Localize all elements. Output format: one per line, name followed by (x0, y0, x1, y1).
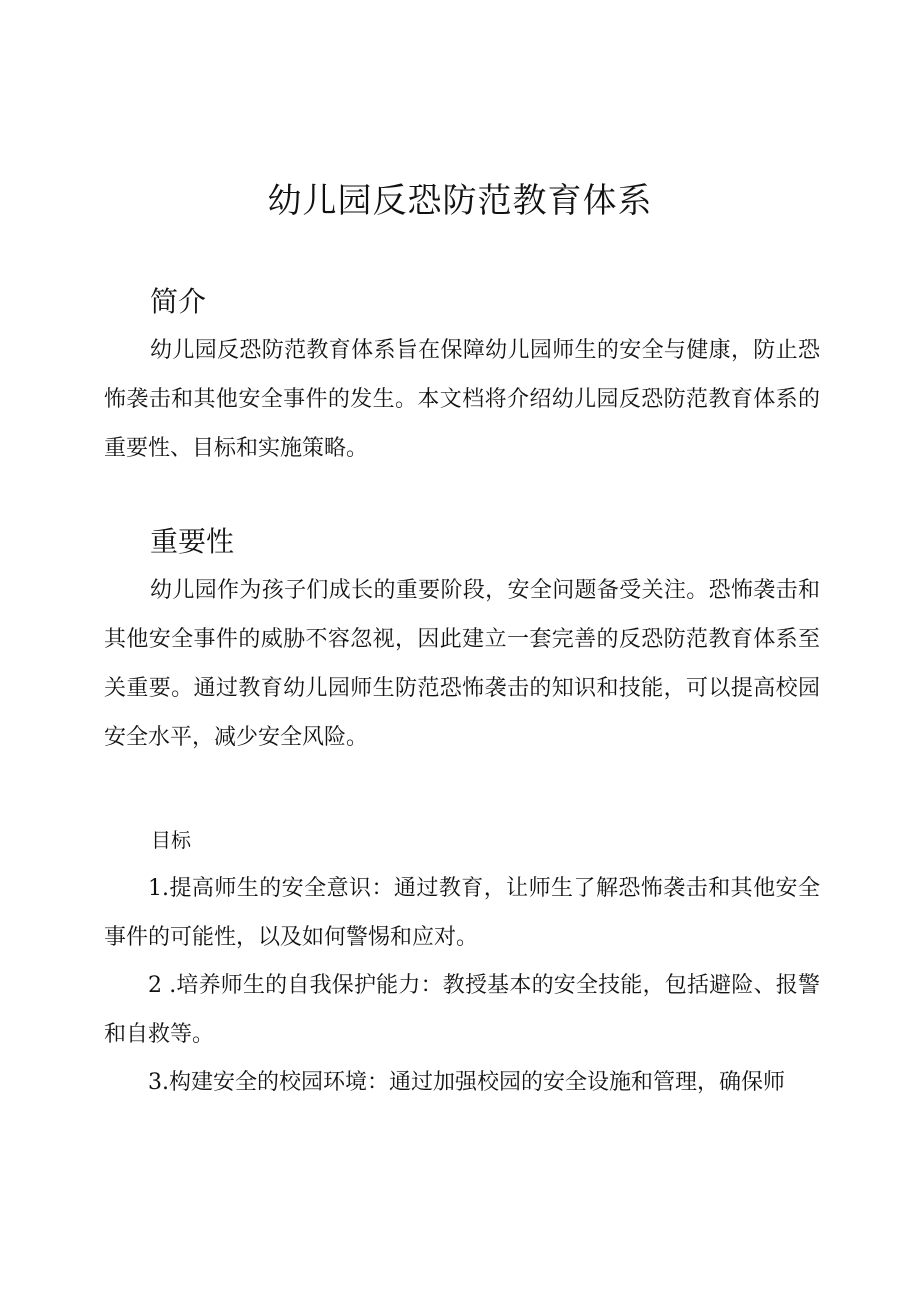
section-heading-intro: 简介 (150, 285, 207, 318)
intro-paragraph: 幼儿园反恐防范教育体系旨在保障幼儿园师生的安全与健康，防止恐怖袭击和其他安全事件的发生。本文档将介绍幼儿园反恐防范教育体系的重要性、目标和实施策略。 (104, 338, 820, 461)
section-heading-goals: 目标 (151, 828, 191, 852)
document-title: 幼儿园反恐防范教育体系 (267, 181, 653, 221)
goal-item: 2 .培养师生的自我保护能力：教授基本的安全技能，包括避险、报警和自救等。 (104, 973, 820, 1047)
importance-paragraph: 幼儿园作为孩子们成长的重要阶段，安全问题备受关注。恐怖袭击和其他安全事件的威胁不容忽视，因此建立一套完善的反恐防范教育体系至关重要。通过教育幼儿园师生防范恐怖袭击的知识和技能，可以提高校园安全水平，减少安全风险。 (104, 578, 820, 750)
section-heading-importance: 重要性 (150, 525, 235, 558)
goal-item: 1.提高师生的安全意识：通过教育，让师生了解恐怖袭击和其他安全事件的可能性，以及如何警惕和应对。 (104, 876, 820, 950)
goal-item: 3.构建安全的校园环境：通过加强校园的安全设施和管理，确保师 (148, 1070, 785, 1095)
